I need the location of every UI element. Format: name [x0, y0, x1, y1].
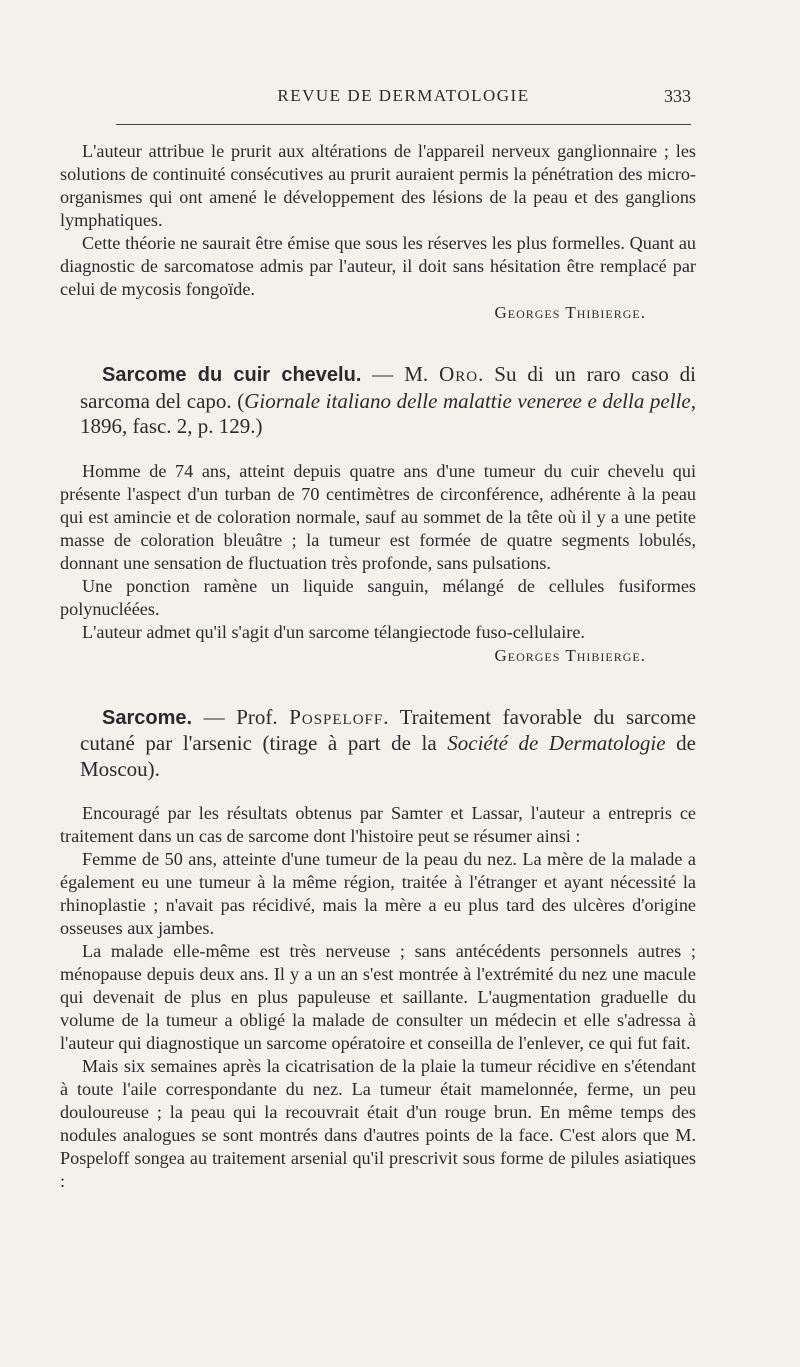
heading-dash: — Prof.: [192, 704, 290, 729]
rubric: Sarcome.: [102, 706, 193, 729]
entry-heading: [60, 362, 696, 440]
paragraph: Homme de 74 ans, atteint depuis quatre ans d'une tumeur du cuir chevelu qui présente l'aspect d'un turban de 70 centimètres de circonférence, adhérente à la peau qui est amincie et de coloration normale, sauf au sommet de la tête où il y a une petite masse de coloration bleuâtre ; la tumeur est formée de quatre segments lobulés, donnant une sensation de fluctuation très profonde, sans pulsations.: [60, 460, 696, 573]
paragraph: Femme de 50 ans, atteinte d'une tumeur de la peau du nez. La mère de la malade a également eu une tumeur à la même région, traitée à l'étranger et ayant nécessité la rhinoplastie ; n'avait pas récidivé, mais la mère a eu plus tard des ulcères d'origine osseuses aux jambes.: [60, 849, 696, 938]
journal-name: Société de Dermatologie: [447, 731, 666, 755]
paragraph: L'auteur admet qu'il s'agit d'un sarcome télangiectode fuso-cellulaire.: [82, 621, 585, 642]
running-header: [116, 86, 691, 114]
header-rule: [116, 124, 691, 125]
journal-title: REVUE DE DERMATOLOGIE: [277, 86, 530, 105]
paragraph: Mais six semaines après la cicatrisation de la plaie la tumeur récidive en s'étendant à toute l'aile correspondante du nez. La tumeur était mamelonnée, ferme, un peu douloureuse ; la peau qui la recouvrait était d'un rouge brun. En même temps des nodules analogues se sont montrés dans d'autres points de la face. C'est alors que M. Pospeloff songea au traitement arsenial qu'il prescrivit sous forme de pilules asiatiques :: [60, 1056, 696, 1191]
heading-reference: 1896, fasc. 2, p. 129.): [80, 414, 263, 438]
journal-name: Giornale italiano delle malattie veneree e della pelle,: [244, 388, 696, 413]
paragraph: Une ponction ramène un liquide sanguin, mélangé de cellules fusiformes polynucléées.: [60, 575, 696, 619]
entry-heading: [60, 705, 696, 783]
article-body: [60, 140, 696, 1193]
paragraph: Encouragé par les résultats obtenus par Samter et Lassar, l'auteur a entrepris ce traitement dans un cas de sarcome dont l'histoire peut se résumer ainsi :: [60, 803, 696, 846]
heading-dash: — M.: [361, 362, 440, 386]
signature: Georges Thibierge.: [494, 303, 646, 322]
paragraph: L'auteur attribue le prurit aux altérations de l'appareil nerveux ganglionnaire ; les solutions de continuité consécutives au prurit auraient permis la pénétration des micro-organismes qui ont amené le développement des lésions de la peau et des ganglions lymphatiques.: [60, 141, 696, 230]
author-name: Pospeloff: [289, 704, 384, 729]
rubric: Sarcome du cuir chevelu.: [102, 364, 362, 386]
author-name: Oro: [439, 362, 479, 386]
heading-title: . Traitement favorable du sarcome cutané par l'arsenic (tirage à part de la: [80, 704, 697, 755]
heading-title: . Su di un raro caso di sarcoma del capo. (: [80, 362, 696, 413]
signature: Georges Thibierge.: [494, 645, 646, 665]
page-number: 333: [664, 86, 691, 106]
heading-reference: de Moscou).: [80, 731, 697, 781]
paragraph: La malade elle-même est très nerveuse ; sans antécédents personnels autres ; ménopause depuis deux ans. Il y a un an s'est montrée à l'extrémité du nez une macule qui devenait de plus en plus papuleuse et saillante. L'augmentation graduelle du volume de la tumeur a obligé la malade de consulter un médecin et elle s'adressa à l'auteur qui diagnostique un sarcome opératoire et conseilla de l'enlever, ce qui fut fait.: [60, 941, 696, 1053]
paragraph: Cette théorie ne saurait être émise que sous les réserves les plus formelles. Quant au diagnostic de sarcomatose admis par l'auteur, il doit sans hésitation être remplacé par celui de mycosis fongoïde.: [60, 233, 696, 299]
